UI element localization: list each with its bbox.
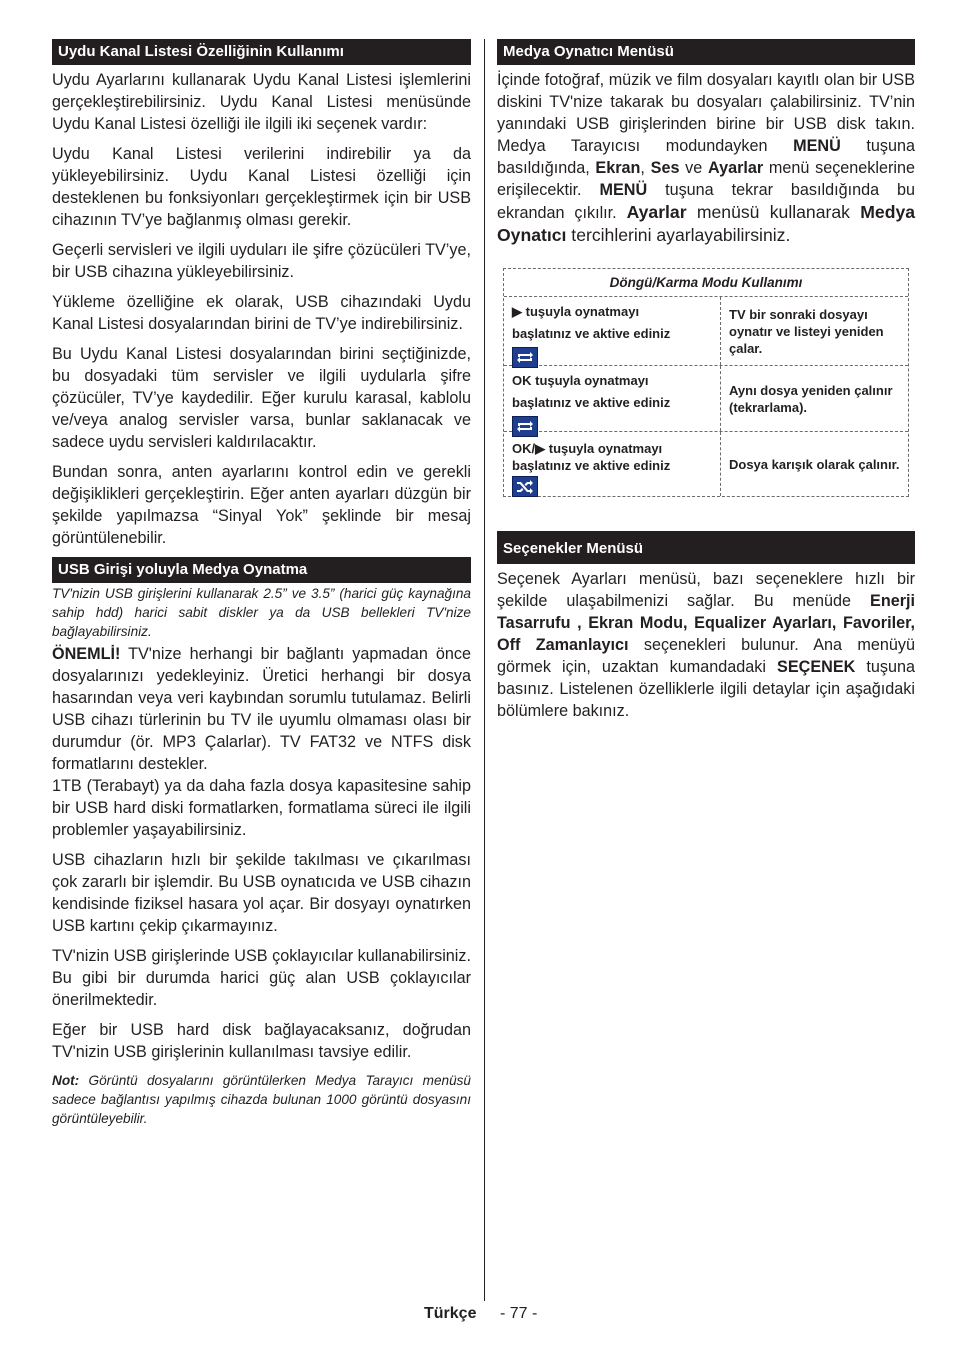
table-row xyxy=(504,366,908,432)
table-cell-key xyxy=(504,366,721,431)
note-text: Görüntü dosyalarını görüntülerken Medya Tarayıcı menüsü sadece bağlantısı yapılmış cihazda bulunan 1000 görüntü dosyasını görüntüleyebilir. xyxy=(52,1073,471,1126)
media-player-paragraph xyxy=(497,69,915,247)
media-player-term: Medya Oynatıcı xyxy=(497,202,916,245)
paragraph: Uydu Ayarlarını kullanarak Uydu Kanal Listesi işlemlerini gerçekleştirebilirsiniz. Uydu Kanal Listesi menüsünde Uydu Kanal Listesi özelliği ile ilgili iki seçenek vardır: xyxy=(52,71,471,133)
column-divider xyxy=(484,39,485,1301)
menu-key: MENÜ xyxy=(599,181,648,199)
text-run: ve xyxy=(679,159,708,177)
text-run: menü seçeneklerine erişilecektir. xyxy=(497,159,915,199)
note-paragraph xyxy=(52,1071,471,1128)
table-cell-key xyxy=(504,297,721,365)
repeat-icon xyxy=(512,347,538,368)
text-run: seçenekleri bulunur. Ana menüyü görmek için, uzaktan kumandadaki xyxy=(497,636,915,676)
important-paragraph xyxy=(52,643,471,775)
section-heading-options-menu: Seçenekler Menüsü xyxy=(497,531,915,564)
shuffle-icon xyxy=(512,476,538,497)
section-heading-satellite-list: Uydu Kanal Listesi Özelliğinin Kullanımı xyxy=(52,39,471,65)
paragraph: Bu Uydu Kanal Listesi dosyalarından birini seçtiğinizde, bu dosyadaki tüm servisler ve ilgili uydularla şifre çözücüler, TV’ye kaydedilir. Eğer kurulu karasal, kablolu ve/veya analog servisler varsa, bunlar saklanacak ve sadece uydu servisleri kaldırılacaktır. xyxy=(52,345,471,451)
note-label: Not: xyxy=(52,1073,80,1088)
text-run: tuşuna basınız. Listelenen özelliklerle ilgili detaylar için aşağıdaki bölümlere bakınız. xyxy=(497,658,915,720)
paragraph: 1TB (Terabayt) ya da daha fazla dosya kapasitesine sahip bir USB hard diski formatlarken, formatlama süreci ile ilgili problemler yaşayabilirsiniz. xyxy=(52,777,471,839)
key-text: başlatınız ve aktive ediniz xyxy=(512,326,671,341)
menu-key: MENÜ xyxy=(793,137,841,155)
key-text: tuşuyla oynatmayı xyxy=(525,304,640,319)
footer-language: Türkçe xyxy=(424,1305,477,1322)
note-paragraph: TV'nizin USB girişlerini kullanarak 2.5” ve 3.5” (harici güç kaynağına sahip hdd) harici sabit diskler ya da USB bellekleri TV'nize bağlayabilirsiniz. xyxy=(52,586,471,639)
settings-term: Ayarlar xyxy=(626,202,687,222)
table-cell-desc: TV bir sonraki dosyayı oynatır ve listeyi yeniden çalar. xyxy=(729,306,884,356)
table-cell-desc: Aynı dosya yeniden çalınır (tekrarlama). xyxy=(729,382,893,415)
left-column xyxy=(52,39,471,1132)
paragraph: Bundan sonra, anten ayarlarını kontrol edin ve gerekli değişiklikleri gerçekleştirin. Eğer anten ayarları düzgün bir şekilde yapılmazsa “Sinyal Yok” şeklinde bir mesaj görüntülenebilir. xyxy=(52,463,471,547)
play-icon: ▶ xyxy=(512,304,522,319)
sound-term: Ses xyxy=(650,159,680,177)
options-list-term: Enerji Tasarrufu , Ekran Modu, Equalizer Ayarları, Favoriler, Off Zamanlayıcı xyxy=(497,592,915,654)
paragraph: TV'nizin USB girişlerinde USB çoklayıcılar kullanabilirsiniz. Bu gibi bir durumda harici güç alan USB çoklayıcılar önerilmektedir. xyxy=(52,947,471,1009)
section-heading-media-player: Medya Oynatıcı Menüsü xyxy=(497,39,915,65)
option-key: SEÇENEK xyxy=(777,658,856,676)
text-run: , xyxy=(640,159,651,177)
section-heading-usb-media: USB Girişi yoluyla Medya Oynatma xyxy=(52,557,471,583)
screen-term: Ekran xyxy=(595,159,641,177)
paragraph: Geçerli servisleri ve ilgili uyduları ile şifre çözücüleri TV’ye, bir USB cihazına yükleyebilirsiniz. xyxy=(52,241,471,281)
text-run: tuşuna tekrar basıldığında bu ekrandan çıkılır. xyxy=(497,181,915,222)
key-text: başlatınız ve aktive ediniz xyxy=(512,395,671,410)
important-label: ÖNEMLİ! xyxy=(52,645,121,663)
key-text: tuşuyla oynatmayı xyxy=(545,441,663,456)
paragraph: Eğer bir USB hard disk bağlayacaksanız, doğrudan TV'nizin USB girişlerinin kullanılması tavsiye edilir. xyxy=(52,1021,471,1061)
right-column xyxy=(497,39,915,730)
repeat-icon xyxy=(512,416,538,437)
text-run: menüsü kullanarak xyxy=(686,202,861,222)
loop-table-title: Döngü/Karma Modu Kullanımı xyxy=(504,269,908,297)
loop-shuffle-table xyxy=(503,268,909,497)
paragraph: USB cihazların hızlı bir şekilde takılması ve çıkarılması çok zararlı bir işlemdir. Bu USB oynatıcıda ve USB cihazın kendisinde fiziksel hasara yol açar. Bir dosyayı oynatırken USB kartını çekip çıkarmayınız. xyxy=(52,851,471,935)
text-run: tercihlerini ayarlayabilirsiniz. xyxy=(566,225,791,245)
text-run: tuşuna basıldığında, xyxy=(497,137,915,177)
important-text: TV'nize herhangi bir bağlantı yapmadan önce dosyalarınızı yedekleyiniz. Üretici herhangi bir dosya hasarından veya veri kaybından sorumlu tutulamaz. Belirli USB cihazı türlerinin bu TV ile uyumlu olmaması olası bir durumdur (ör. MP3 Çalarlar). TV FAT32 ve NTFS disk formatlarını destekler. xyxy=(52,645,471,773)
table-cell-key xyxy=(504,432,721,496)
key-text: OK/ xyxy=(512,441,536,456)
text-run: Seçenek Ayarları menüsü, bazı seçeneklere hızlı bir şekilde ulaşabilmenizi sağlar. Bu menüde xyxy=(497,570,915,610)
table-row xyxy=(504,432,908,496)
options-paragraph xyxy=(497,568,915,722)
text-run: İçinde fotoğraf, müzik ve film dosyaları kayıtlı olan bir USB diskini TV'nize takarak bu dosyaları çalabilirsiniz. TV’nin yanındaki USB girişlerinden birine bir USB disk takın. Medya Tarayıcısı modundayken xyxy=(497,71,915,155)
play-icon: ▶ xyxy=(535,441,546,456)
table-row xyxy=(504,297,908,366)
key-text: OK tuşuyla oynatmayı xyxy=(512,373,649,388)
page-number: - 77 - xyxy=(500,1305,538,1322)
paragraph: Yükleme özelliğine ek olarak, USB cihazındaki Uydu Kanal Listesi dosyalarından birini de TV’ye indirebilirsiniz. xyxy=(52,293,471,333)
settings-term: Ayarlar xyxy=(707,159,764,177)
table-cell-desc: Dosya karışık olarak çalınır. xyxy=(729,456,900,472)
key-text: başlatınız ve aktive ediniz xyxy=(512,458,671,473)
paragraph: Uydu Kanal Listesi verilerini indirebilir ya da yükleyebilirsiniz. Uydu Kanal Listesi özelliği için desteklenen bu fonksiyonları gerçekleştirmek için bir USB cihazının TV’ye bağlanmış olması gerekir. xyxy=(52,145,471,229)
